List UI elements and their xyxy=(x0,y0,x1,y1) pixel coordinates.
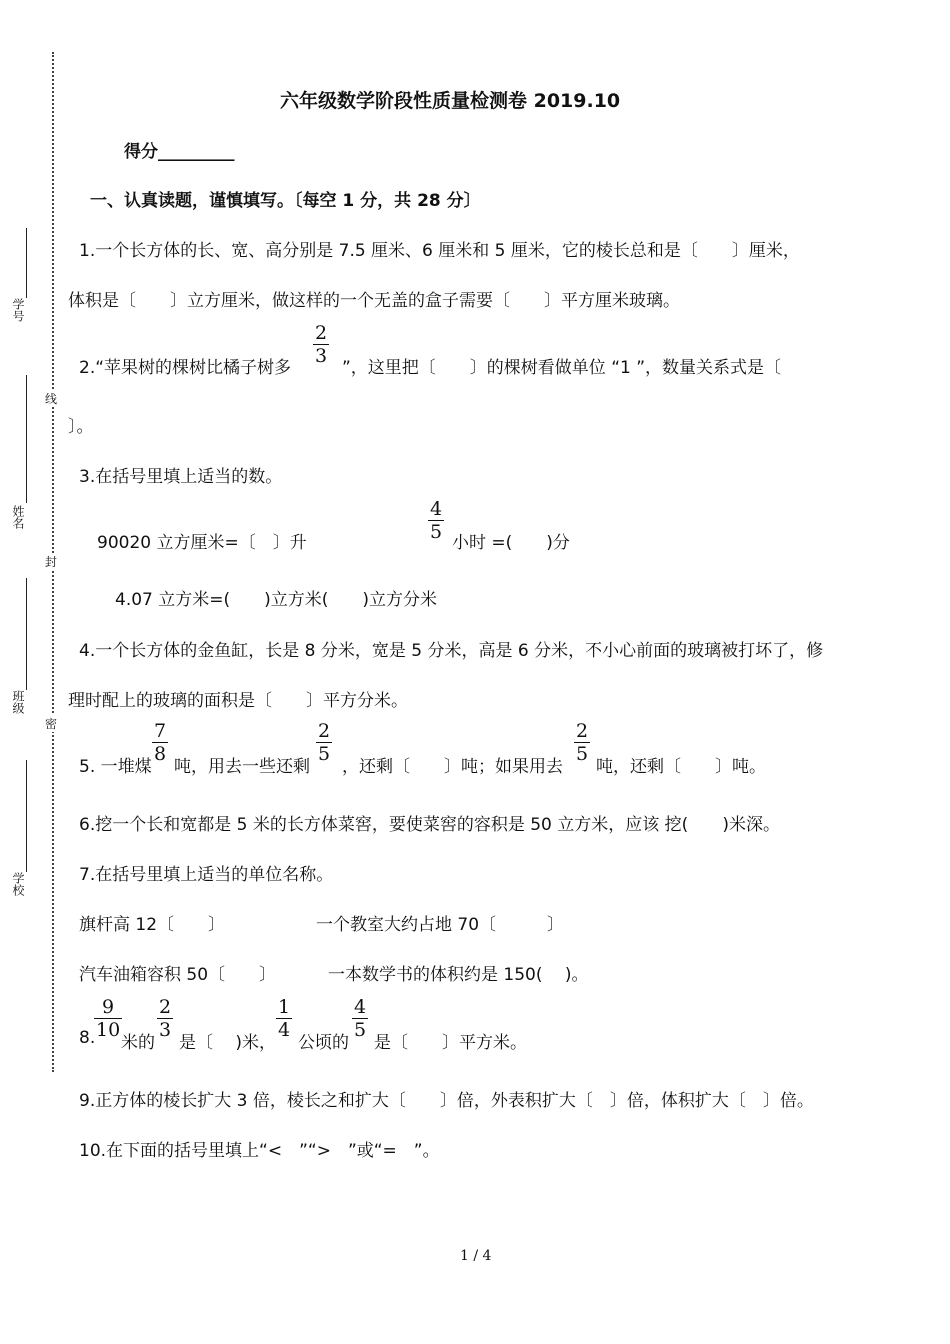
q7-c: 汽车油箱容积 50〔 〕 xyxy=(79,965,277,985)
q5-part3: ，还剩〔 〕吨；如果用去 xyxy=(342,757,563,777)
name-line xyxy=(26,375,27,503)
numerator: 2 xyxy=(576,720,589,742)
q8-part0: 8. xyxy=(79,1028,96,1048)
denominator: 10 xyxy=(96,1019,121,1041)
numerator: 2 xyxy=(159,996,172,1018)
q8-part4: 是〔 〕平方米。 xyxy=(374,1033,527,1053)
seal-char-seal: 封 xyxy=(45,555,58,569)
q5-fraction-3 xyxy=(574,720,590,765)
q7-d: 一本数学书的体积约是 150( )。 xyxy=(328,965,589,985)
student-id-label: 学号 xyxy=(11,298,25,322)
class-label: 班级 xyxy=(11,690,25,714)
q7-a: 旗杆高 12〔 〕 xyxy=(79,915,226,935)
q8-fraction-2 xyxy=(157,996,173,1041)
q7-b: 一个教室大约占地 70〔 〕 xyxy=(316,915,565,935)
q3-intro: 3.在括号里填上适当的数。 xyxy=(79,467,283,487)
class-line xyxy=(26,578,27,690)
q8-part1: 米的 xyxy=(121,1033,155,1053)
q2-fraction xyxy=(313,322,329,367)
q5-fraction-1 xyxy=(152,720,168,765)
numerator: 7 xyxy=(154,720,167,742)
numerator: 2 xyxy=(318,720,331,742)
q8-fraction-4 xyxy=(352,996,368,1041)
q1-line2: 体积是〔 〕立方厘米，做这样的一个无盖的盒子需要〔 〕平方厘米玻璃。 xyxy=(68,291,680,311)
denominator: 8 xyxy=(154,743,167,765)
seal-char-secret: 密 xyxy=(45,717,58,731)
q4-line2: 理时配上的玻璃的面积是〔 〕平方分米。 xyxy=(68,691,408,711)
page-number: 1 / 4 xyxy=(460,1248,492,1264)
q5-part2: 吨，用去一些还剩 xyxy=(174,757,310,777)
q7-intro: 7.在括号里填上适当的单位名称。 xyxy=(79,865,334,885)
numerator: 4 xyxy=(354,996,367,1018)
q2-part2: ”，这里把〔 〕的棵树看做单位 “1 ”，数量关系式是〔 xyxy=(342,358,782,378)
denominator: 5 xyxy=(576,743,589,765)
student-id-line xyxy=(26,228,27,298)
q4-line1: 4.一个长方体的金鱼缸，长是 8 分米，宽是 5 分米，高是 6 分米，不小心前面的玻璃被打坏了，修 xyxy=(79,641,824,661)
q5-part4: 吨，还剩〔 〕吨。 xyxy=(596,757,766,777)
numerator: 4 xyxy=(430,498,443,520)
q8-fraction-1 xyxy=(94,996,122,1041)
numerator: 9 xyxy=(102,996,115,1018)
q3-a: 90020 立方厘米=〔 〕升 xyxy=(97,533,307,553)
q1-line1: 1.一个长方体的长、宽、高分别是 7.5 厘米、6 厘米和 5 厘米，它的棱长总和是〔 〕厘米， xyxy=(79,241,800,261)
denominator: 5 xyxy=(318,743,331,765)
denominator: 3 xyxy=(315,345,328,367)
q2-part1: 2.“苹果树的棵树比橘子树多 xyxy=(79,358,292,378)
seal-char-line: 线 xyxy=(45,392,58,406)
q8-part2: 是〔 )米， xyxy=(179,1033,277,1053)
school-label: 学校 xyxy=(11,872,25,896)
q5-part1: 5. 一堆煤 xyxy=(79,757,152,777)
q8-part3: 公顷的 xyxy=(298,1033,349,1053)
denominator: 3 xyxy=(159,1019,172,1041)
score-field: 得分_________ xyxy=(124,142,235,162)
school-line xyxy=(26,760,27,872)
q10-text: 10.在下面的括号里填上“< ”“> ”或“= ”。 xyxy=(79,1141,440,1161)
q3-b: 小时 =( )分 xyxy=(452,533,570,553)
q2-line2: 〕。 xyxy=(68,417,94,437)
q3-c: 4.07 立方米=( )立方米( )立方分米 xyxy=(115,590,438,610)
denominator: 4 xyxy=(278,1019,291,1041)
q5-fraction-2 xyxy=(316,720,332,765)
denominator: 5 xyxy=(354,1019,367,1041)
q9-text: 9.正方体的棱长扩大 3 倍，棱长之和扩大〔 〕倍，外表积扩大〔 〕倍，体积扩大〔 〕倍。 xyxy=(79,1091,814,1111)
q6-text: 6.挖一个长和宽都是 5 米的长方体菜窖，要使菜窖的容积是 50 立方米，应该 挖( )米深。 xyxy=(79,815,780,835)
page-title: 六年级数学阶段性质量检测卷 2019.10 xyxy=(280,90,621,112)
denominator: 5 xyxy=(430,521,443,543)
q3-b-fraction xyxy=(428,498,444,543)
numerator: 2 xyxy=(315,322,328,344)
q8-fraction-3 xyxy=(276,996,292,1041)
section-heading: 一、认真读题，谨慎填写。〔每空 1 分，共 28 分〕 xyxy=(90,191,481,211)
name-label: 姓名 xyxy=(11,505,25,529)
numerator: 1 xyxy=(278,996,291,1018)
